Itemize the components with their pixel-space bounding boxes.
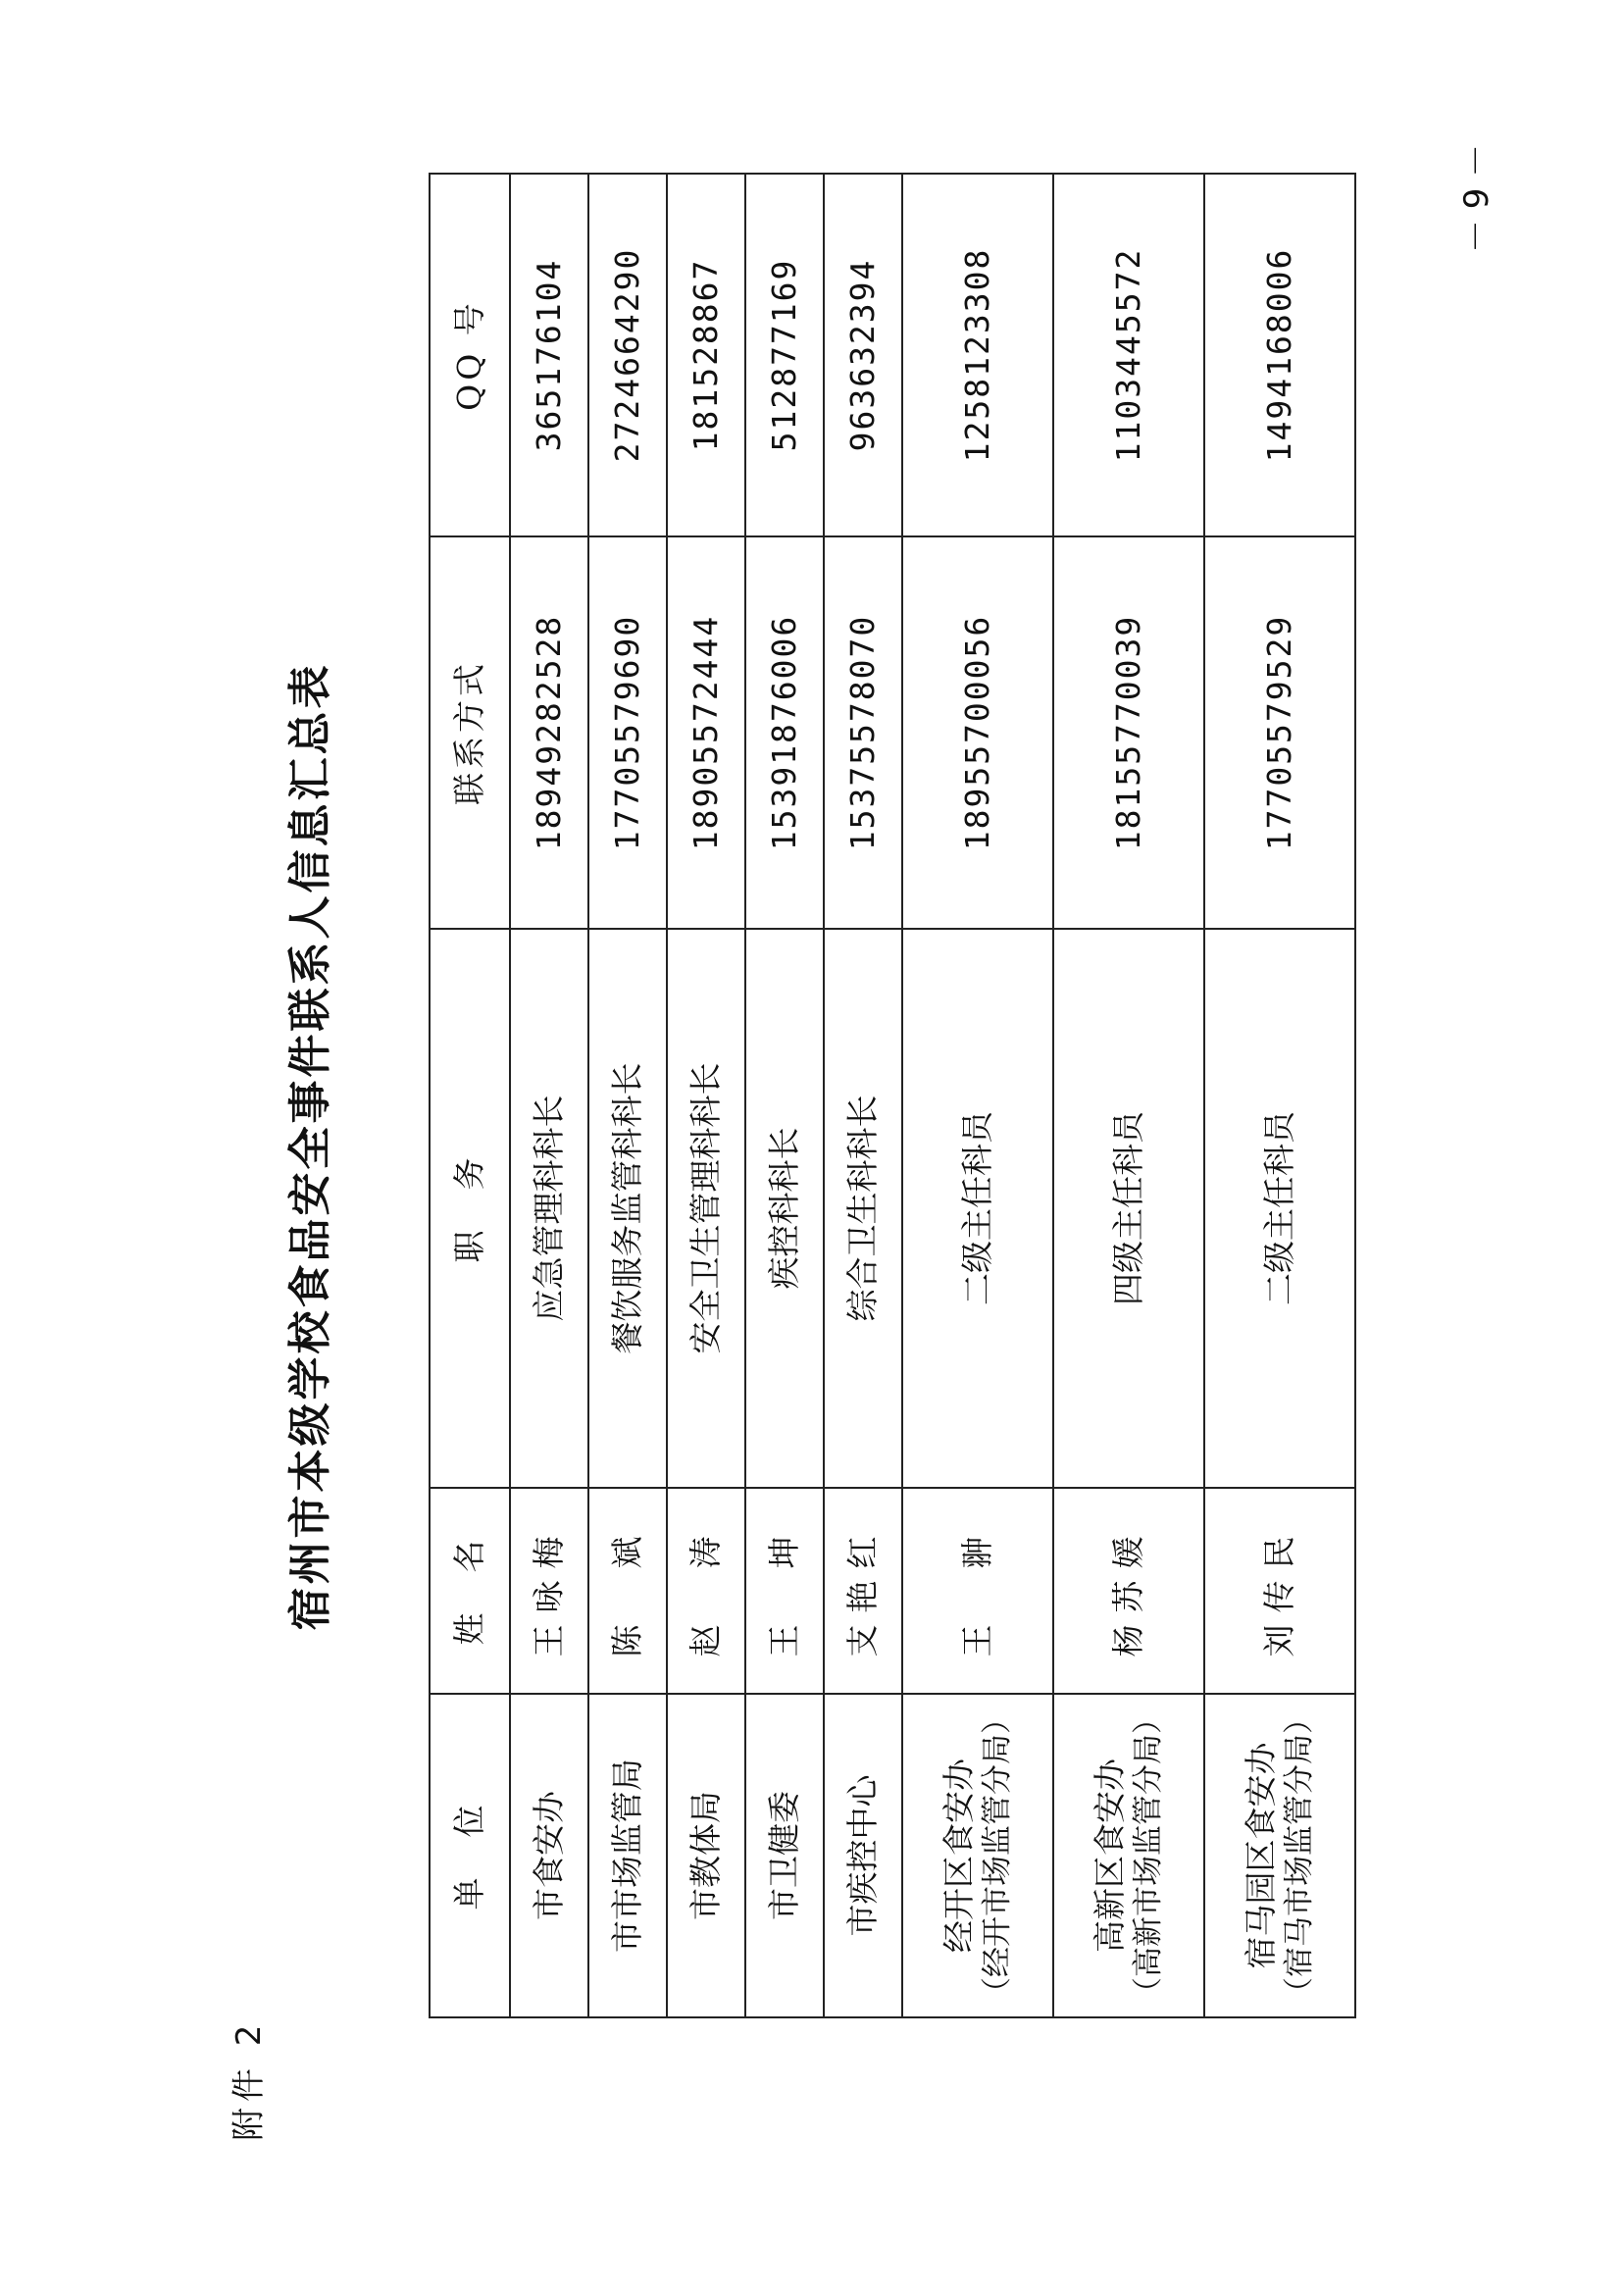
name-cell: 王咏梅 [510, 1488, 588, 1694]
unit-sub-label: （宿马市场监管分局） [1282, 1704, 1318, 2008]
qq-cell: 512877169 [745, 174, 824, 536]
header-name: 姓 名 [430, 1488, 510, 1694]
name-cell: 杨苏媛 [1053, 1488, 1204, 1694]
unit-cell: 宿马园区食安办 （宿马市场监管分局） [1204, 1694, 1355, 2017]
name-cell: 赵 涛 [667, 1488, 745, 1694]
title-cell: 安全卫生管理科科长 [667, 929, 745, 1488]
unit-cell: 市卫健委 [745, 1694, 824, 2017]
page-number: － 9 － [1457, 143, 1497, 253]
unit-cell: 市教体局 [667, 1694, 745, 2017]
name-cell: 支艳红 [824, 1488, 902, 1694]
attachment-label: 附件 2 [229, 2018, 269, 2141]
phone-cell: 17705579529 [1204, 536, 1355, 929]
name-cell: 刘传民 [1204, 1488, 1355, 1694]
table-row [824, 174, 902, 2017]
qq-cell: 181528867 [667, 174, 745, 536]
header-phone: 联系方式 [430, 536, 510, 929]
phone-cell: 18155770039 [1053, 536, 1204, 929]
title-cell: 餐饮服务监管科科长 [588, 929, 667, 1488]
header-unit: 单 位 [430, 1694, 510, 2017]
name-cell: 王 坤 [745, 1488, 824, 1694]
phone-cell: 18905572444 [667, 536, 745, 929]
table-row [902, 174, 1053, 2017]
qq-cell: 963632394 [824, 174, 902, 536]
unit-sub-label: （经开市场监管分局） [980, 1704, 1016, 2008]
title-cell: 综合卫生科科长 [824, 929, 902, 1488]
title-cell: 四级主任科员 [1053, 929, 1204, 1488]
title-cell: 二级主任科员 [1204, 929, 1355, 1488]
page-title: 宿州市本级学校食品安全事件联系人信息汇总表 [285, 662, 335, 1631]
phone-cell: 15391876006 [745, 536, 824, 929]
qq-cell: 1494168006 [1204, 174, 1355, 536]
header-qq: QQ 号 [430, 174, 510, 536]
table-row [588, 174, 667, 2017]
table-row [1053, 174, 1204, 2017]
unit-cell: 市疾控中心 [824, 1694, 902, 2017]
table-row [1204, 174, 1355, 2017]
qq-cell: 1258123308 [902, 174, 1053, 536]
header-title: 职 务 [430, 929, 510, 1488]
phone-cell: 15375578070 [824, 536, 902, 929]
name-cell: 陈 斌 [588, 1488, 667, 1694]
unit-cell: 经开区食安办 （经开市场监管分局） [902, 1694, 1053, 2017]
title-cell: 应急管理科科长 [510, 929, 588, 1488]
name-cell: 王 翀 [902, 1488, 1053, 1694]
table-header-row [430, 174, 510, 2017]
table-row [510, 174, 588, 2017]
unit-cell: 市市场监管局 [588, 1694, 667, 2017]
table-row [745, 174, 824, 2017]
phone-cell: 18949282528 [510, 536, 588, 929]
table-row [667, 174, 745, 2017]
qq-cell: 365176104 [510, 174, 588, 536]
contact-table [429, 173, 1356, 2018]
qq-cell: 1103445572 [1053, 174, 1204, 536]
title-cell: 二级主任科员 [902, 929, 1053, 1488]
qq-cell: 2724664290 [588, 174, 667, 536]
unit-cell: 高新区食安办 （高新市场监管分局） [1053, 1694, 1204, 2017]
phone-cell: 18955700056 [902, 536, 1053, 929]
phone-cell: 17705579690 [588, 536, 667, 929]
unit-sub-label: （高新市场监管分局） [1131, 1704, 1167, 2008]
title-cell: 疾控科科长 [745, 929, 824, 1488]
unit-cell: 市食安办 [510, 1694, 588, 2017]
